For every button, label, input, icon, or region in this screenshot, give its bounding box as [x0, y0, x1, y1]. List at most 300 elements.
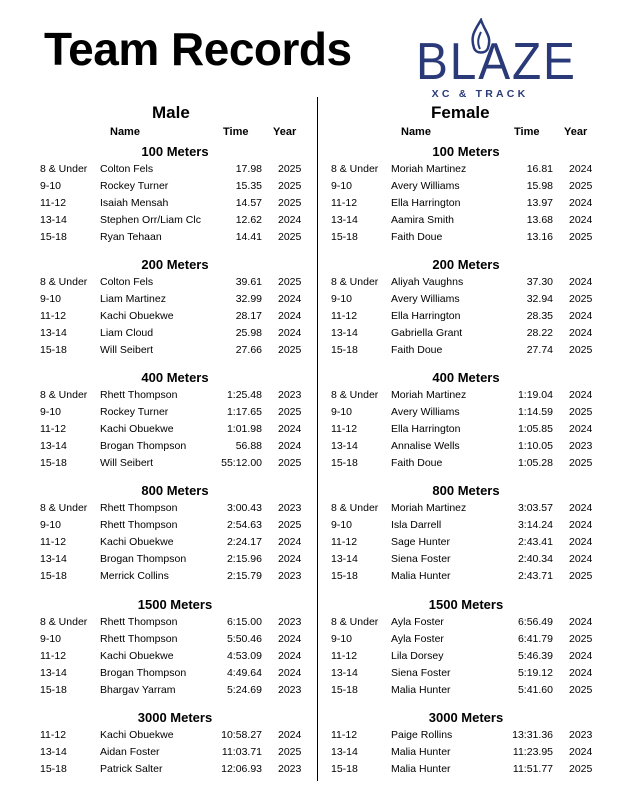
record-time: 1:25.48 — [226, 389, 262, 401]
record-time: 15.35 — [235, 180, 262, 192]
age-group: 8 & Under — [40, 389, 88, 401]
record-year: 2024 — [569, 214, 593, 226]
record-time: 13:31.36 — [512, 729, 553, 741]
age-group: 13-14 — [331, 553, 358, 565]
record-time: 28.35 — [526, 310, 553, 322]
age-group: 8 & Under — [331, 616, 379, 628]
name-header: Name — [110, 126, 140, 138]
record-time: 11:03.71 — [221, 746, 262, 758]
record-row — [40, 667, 310, 684]
record-row — [331, 519, 601, 536]
age-group: 8 & Under — [40, 163, 88, 175]
athlete-name: Ryan Tehaan — [100, 231, 162, 243]
record-time: 3:03.57 — [517, 502, 553, 514]
record-time: 5:41.60 — [517, 684, 553, 696]
record-time: 12.62 — [235, 214, 262, 226]
athlete-name: Moriah Martinez — [391, 163, 467, 175]
athlete-name: Malia Hunter — [391, 746, 451, 758]
record-row — [331, 729, 601, 746]
record-time: 2:15.96 — [226, 553, 262, 565]
record-year: 2025 — [278, 457, 302, 469]
record-row — [331, 406, 601, 423]
record-year: 2025 — [278, 276, 302, 288]
record-time: 1:19.04 — [517, 389, 553, 401]
record-row — [40, 633, 310, 650]
record-time: 12:06.93 — [221, 763, 262, 775]
record-row — [40, 327, 310, 344]
record-row — [40, 231, 310, 248]
athlete-name: Gabriella Grant — [391, 327, 463, 339]
record-year: 2024 — [278, 667, 302, 679]
athlete-name: Faith Doue — [391, 344, 443, 356]
time-header: Time — [514, 126, 540, 138]
record-year: 2025 — [569, 231, 593, 243]
record-row — [331, 616, 601, 633]
record-year: 2024 — [569, 667, 593, 679]
record-year: 2025 — [278, 197, 302, 209]
age-group: 8 & Under — [40, 502, 88, 514]
age-group: 13-14 — [331, 746, 358, 758]
record-time: 10:58.27 — [221, 729, 262, 741]
age-group: 11-12 — [40, 650, 67, 662]
record-year: 2024 — [569, 276, 593, 288]
event-title: 3000 Meters — [428, 710, 504, 725]
age-group: 9-10 — [331, 293, 353, 305]
athlete-name: Isla Darrell — [391, 519, 442, 531]
record-time: 1:05.85 — [517, 423, 553, 435]
age-group: 8 & Under — [40, 276, 88, 288]
record-time: 5:50.46 — [226, 633, 262, 645]
age-group: 13-14 — [331, 214, 358, 226]
record-year: 2023 — [278, 684, 302, 696]
year-header: Year — [273, 126, 297, 138]
record-time: 1:01.98 — [226, 423, 262, 435]
year-header: Year — [564, 126, 588, 138]
event-title: 400 Meters — [432, 370, 500, 385]
record-row — [40, 406, 310, 423]
record-time: 28.17 — [235, 310, 262, 322]
age-group: 13-14 — [331, 327, 358, 339]
record-year: 2025 — [278, 746, 302, 758]
age-group: 11-12 — [331, 310, 358, 322]
record-year: 2024 — [569, 197, 593, 209]
record-time: 2:40.34 — [517, 553, 553, 565]
athlete-name: Brogan Thompson — [100, 440, 187, 452]
athlete-name: Lila Dorsey — [391, 650, 444, 662]
record-time: 2:43.41 — [517, 536, 553, 548]
record-year: 2025 — [278, 163, 302, 175]
athlete-name: Liam Martinez — [100, 293, 166, 305]
record-year: 2024 — [569, 553, 593, 565]
record-time: 27.74 — [526, 344, 553, 356]
record-year: 2025 — [569, 293, 593, 305]
record-row — [331, 440, 601, 457]
record-time: 11:23.95 — [512, 746, 553, 758]
age-group: 13-14 — [331, 440, 358, 452]
athlete-name: Merrick Collins — [100, 570, 169, 582]
age-group: 9-10 — [40, 519, 62, 531]
athlete-name: Avery Williams — [391, 293, 460, 305]
record-row — [40, 519, 310, 536]
record-row — [40, 197, 310, 214]
athlete-name: Siena Foster — [391, 667, 451, 679]
record-year: 2025 — [569, 180, 593, 192]
athlete-name: Aidan Foster — [100, 746, 160, 758]
record-time: 13.97 — [526, 197, 553, 209]
athlete-name: Malia Hunter — [391, 763, 451, 775]
athlete-name: Rhett Thompson — [100, 389, 178, 401]
record-row — [331, 650, 601, 667]
athlete-name: Rhett Thompson — [100, 502, 178, 514]
record-time: 55:12.00 — [221, 457, 262, 469]
age-group: 15-18 — [40, 344, 67, 356]
record-time: 28.22 — [526, 327, 553, 339]
record-time: 32.99 — [235, 293, 262, 305]
record-time: 2:43.71 — [517, 570, 553, 582]
record-time: 6:56.49 — [517, 616, 553, 628]
age-group: 11-12 — [40, 729, 67, 741]
athlete-name: Colton Fels — [100, 163, 154, 175]
record-row — [40, 293, 310, 310]
athlete-name: Colton Fels — [100, 276, 154, 288]
age-group: 11-12 — [40, 423, 67, 435]
record-year: 2025 — [569, 344, 593, 356]
athlete-name: Brogan Thompson — [100, 667, 187, 679]
record-time: 37.30 — [526, 276, 553, 288]
athlete-name: Sage Hunter — [391, 536, 450, 548]
record-row — [331, 327, 601, 344]
age-group: 13-14 — [331, 667, 358, 679]
athlete-name: Avery Williams — [391, 406, 460, 418]
record-row — [331, 746, 601, 763]
record-year: 2025 — [569, 570, 593, 582]
record-row — [331, 553, 601, 570]
record-row — [331, 570, 601, 587]
age-group: 9-10 — [40, 293, 62, 305]
event-title: 1500 Meters — [137, 597, 213, 612]
record-row — [331, 536, 601, 553]
age-group: 11-12 — [331, 650, 358, 662]
athlete-name: Patrick Salter — [100, 763, 163, 775]
record-year: 2023 — [278, 763, 302, 775]
record-time: 27.66 — [235, 344, 262, 356]
record-year: 2024 — [569, 423, 593, 435]
name-header: Name — [401, 126, 431, 138]
age-group: 13-14 — [40, 440, 67, 452]
athlete-name: Rockey Turner — [100, 180, 169, 192]
age-group: 11-12 — [40, 536, 67, 548]
logo-word: BLAZE — [416, 33, 577, 91]
athlete-name: Malia Hunter — [391, 570, 451, 582]
record-time: 56.88 — [235, 440, 262, 452]
event-title: 400 Meters — [141, 370, 209, 385]
age-group: 15-18 — [40, 457, 67, 469]
age-group: 11-12 — [331, 423, 358, 435]
record-row — [40, 502, 310, 519]
record-year: 2025 — [278, 519, 302, 531]
athlete-name: Faith Doue — [391, 231, 443, 243]
record-time: 1:14.59 — [517, 406, 553, 418]
athlete-name: Ella Harrington — [391, 197, 461, 209]
age-group: 8 & Under — [331, 163, 379, 175]
record-row — [40, 650, 310, 667]
record-time: 5:19.12 — [517, 667, 553, 679]
record-time: 13.68 — [526, 214, 553, 226]
age-group: 13-14 — [40, 746, 67, 758]
athlete-name: Rhett Thompson — [100, 633, 178, 645]
record-year: 2025 — [569, 457, 593, 469]
record-year: 2025 — [569, 633, 593, 645]
record-year: 2024 — [569, 746, 593, 758]
record-row — [331, 502, 601, 519]
event-title: 800 Meters — [141, 483, 209, 498]
record-row — [40, 440, 310, 457]
athlete-name: Faith Doue — [391, 457, 443, 469]
record-year: 2023 — [278, 616, 302, 628]
athlete-name: Kachi Obuekwe — [100, 650, 174, 662]
event-title: 3000 Meters — [137, 710, 213, 725]
age-group: 8 & Under — [331, 276, 379, 288]
record-time: 16.81 — [526, 163, 553, 175]
age-group: 9-10 — [331, 633, 353, 645]
female-column-title: Female — [431, 103, 490, 122]
record-time: 13.16 — [526, 231, 553, 243]
record-year: 2024 — [569, 536, 593, 548]
age-group: 13-14 — [40, 553, 67, 565]
record-time: 14.41 — [235, 231, 262, 243]
athlete-name: Ayla Foster — [391, 633, 444, 645]
record-time: 2:24.17 — [226, 536, 262, 548]
athlete-name: Paige Rollins — [391, 729, 453, 741]
age-group: 15-18 — [331, 344, 358, 356]
record-row — [331, 763, 601, 780]
age-group: 13-14 — [40, 214, 67, 226]
event-title: 100 Meters — [141, 144, 209, 159]
record-time: 4:49.64 — [226, 667, 262, 679]
athlete-name: Siena Foster — [391, 553, 451, 565]
age-group: 9-10 — [40, 180, 62, 192]
record-time: 15.98 — [526, 180, 553, 192]
record-time: 1:10.05 — [517, 440, 553, 452]
age-group: 11-12 — [40, 310, 67, 322]
age-group: 8 & Under — [40, 616, 88, 628]
record-row — [40, 344, 310, 361]
athlete-name: Liam Cloud — [100, 327, 154, 339]
record-row — [331, 667, 601, 684]
age-group: 15-18 — [331, 763, 358, 775]
record-year: 2025 — [569, 684, 593, 696]
record-row — [40, 457, 310, 474]
record-year: 2025 — [278, 180, 302, 192]
record-year: 2024 — [569, 650, 593, 662]
record-year: 2024 — [278, 327, 302, 339]
record-year: 2024 — [278, 440, 302, 452]
record-year: 2024 — [569, 310, 593, 322]
athlete-name: Ayla Foster — [391, 616, 444, 628]
athlete-name: Kachi Obuekwe — [100, 423, 174, 435]
record-time: 3:14.24 — [517, 519, 553, 531]
record-row — [331, 423, 601, 440]
record-row — [40, 423, 310, 440]
record-year: 2024 — [278, 553, 302, 565]
record-year: 2023 — [278, 389, 302, 401]
age-group: 15-18 — [331, 457, 358, 469]
record-time: 5:46.39 — [517, 650, 553, 662]
record-time: 6:15.00 — [226, 616, 262, 628]
record-year: 2023 — [569, 729, 593, 741]
record-row — [40, 570, 310, 587]
record-year: 2024 — [278, 633, 302, 645]
record-time: 32.94 — [526, 293, 553, 305]
record-row — [331, 633, 601, 650]
age-group: 15-18 — [40, 231, 67, 243]
record-row — [331, 684, 601, 701]
age-group: 11-12 — [331, 729, 358, 741]
record-row — [40, 276, 310, 293]
logo-subtitle: XC & TRACK — [431, 88, 529, 100]
age-group: 13-14 — [40, 327, 67, 339]
record-row — [40, 746, 310, 763]
page-title: Team Records — [44, 23, 352, 75]
athlete-name: Avery Williams — [391, 180, 460, 192]
record-year: 2024 — [278, 293, 302, 305]
record-row — [331, 310, 601, 327]
athlete-name: Will Seibert — [100, 457, 154, 469]
record-row — [40, 389, 310, 406]
blaze-logo — [414, 18, 577, 100]
athlete-name: Brogan Thompson — [100, 553, 187, 565]
record-year: 2024 — [278, 729, 302, 741]
age-group: 8 & Under — [331, 502, 379, 514]
record-time: 25.98 — [235, 327, 262, 339]
athlete-name: Kachi Obuekwe — [100, 729, 174, 741]
athlete-name: Isaiah Mensah — [100, 197, 169, 209]
athlete-name: Rockey Turner — [100, 406, 169, 418]
athlete-name: Stephen Orr/Liam Clc — [100, 214, 201, 226]
age-group: 15-18 — [331, 231, 358, 243]
athlete-name: Rhett Thompson — [100, 519, 178, 531]
record-time: 14.57 — [235, 197, 262, 209]
record-year: 2024 — [569, 389, 593, 401]
event-title: 200 Meters — [141, 257, 209, 272]
athlete-name: Moriah Martinez — [391, 389, 467, 401]
record-time: 2:54.63 — [226, 519, 262, 531]
athlete-name: Will Seibert — [100, 344, 154, 356]
record-row — [331, 457, 601, 474]
record-time: 5:24.69 — [226, 684, 262, 696]
record-year: 2024 — [278, 650, 302, 662]
athlete-name: Ella Harrington — [391, 423, 461, 435]
record-row — [40, 214, 310, 231]
record-row — [331, 389, 601, 406]
age-group: 9-10 — [40, 633, 62, 645]
age-group: 11-12 — [331, 197, 358, 209]
athlete-name: Annalise Wells — [391, 440, 460, 452]
record-year: 2023 — [278, 570, 302, 582]
age-group: 15-18 — [40, 684, 67, 696]
male-column-title: Male — [152, 103, 190, 122]
record-row — [40, 180, 310, 197]
record-row — [40, 310, 310, 327]
record-time: 2:15.79 — [226, 570, 262, 582]
record-year: 2024 — [569, 163, 593, 175]
record-year: 2023 — [569, 440, 593, 452]
event-title: 200 Meters — [432, 257, 500, 272]
record-time: 17.98 — [235, 163, 262, 175]
record-year: 2024 — [569, 519, 593, 531]
age-group: 15-18 — [40, 763, 67, 775]
athlete-name: Ella Harrington — [391, 310, 461, 322]
age-group: 13-14 — [40, 667, 67, 679]
record-year: 2023 — [278, 502, 302, 514]
column-divider — [317, 97, 318, 781]
age-group: 11-12 — [40, 197, 67, 209]
event-title: 1500 Meters — [428, 597, 504, 612]
record-time: 11:51.77 — [512, 763, 553, 775]
record-year: 2025 — [569, 406, 593, 418]
record-year: 2024 — [569, 502, 593, 514]
age-group: 9-10 — [40, 406, 62, 418]
record-row — [40, 763, 310, 780]
age-group: 15-18 — [331, 684, 358, 696]
event-title: 800 Meters — [432, 483, 500, 498]
record-row — [331, 214, 601, 231]
record-time: 1:17.65 — [226, 406, 262, 418]
record-time: 3:00.43 — [226, 502, 262, 514]
record-year: 2024 — [569, 616, 593, 628]
record-row — [40, 684, 310, 701]
athlete-name: Aamira Smith — [391, 214, 455, 226]
age-group: 15-18 — [40, 570, 67, 582]
record-row — [40, 729, 310, 746]
athlete-name: Malia Hunter — [391, 684, 451, 696]
record-row — [40, 536, 310, 553]
athlete-name: Rhett Thompson — [100, 616, 178, 628]
age-group: 9-10 — [331, 180, 353, 192]
age-group: 11-12 — [331, 536, 358, 548]
record-row — [40, 553, 310, 570]
athlete-name: Kachi Obuekwe — [100, 536, 174, 548]
record-time: 1:05.28 — [517, 457, 553, 469]
record-row — [331, 293, 601, 310]
age-group: 9-10 — [331, 519, 353, 531]
record-row — [40, 163, 310, 180]
record-year: 2025 — [278, 406, 302, 418]
record-time: 4:53.09 — [226, 650, 262, 662]
age-group: 8 & Under — [331, 389, 379, 401]
record-row — [331, 344, 601, 361]
record-year: 2024 — [278, 536, 302, 548]
age-group: 15-18 — [331, 570, 358, 582]
record-row — [331, 163, 601, 180]
record-year: 2024 — [569, 327, 593, 339]
record-year: 2024 — [278, 310, 302, 322]
record-row — [331, 276, 601, 293]
record-time: 39.61 — [235, 276, 262, 288]
record-time: 6:41.79 — [517, 633, 553, 645]
record-row — [331, 231, 601, 248]
athlete-name: Aliyah Vaughns — [391, 276, 464, 288]
time-header: Time — [223, 126, 249, 138]
age-group: 9-10 — [331, 406, 353, 418]
record-year: 2024 — [278, 423, 302, 435]
athlete-name: Bhargav Yarram — [100, 684, 176, 696]
athlete-name: Moriah Martinez — [391, 502, 467, 514]
record-row — [331, 197, 601, 214]
record-year: 2025 — [569, 763, 593, 775]
record-row — [331, 180, 601, 197]
record-year: 2025 — [278, 231, 302, 243]
